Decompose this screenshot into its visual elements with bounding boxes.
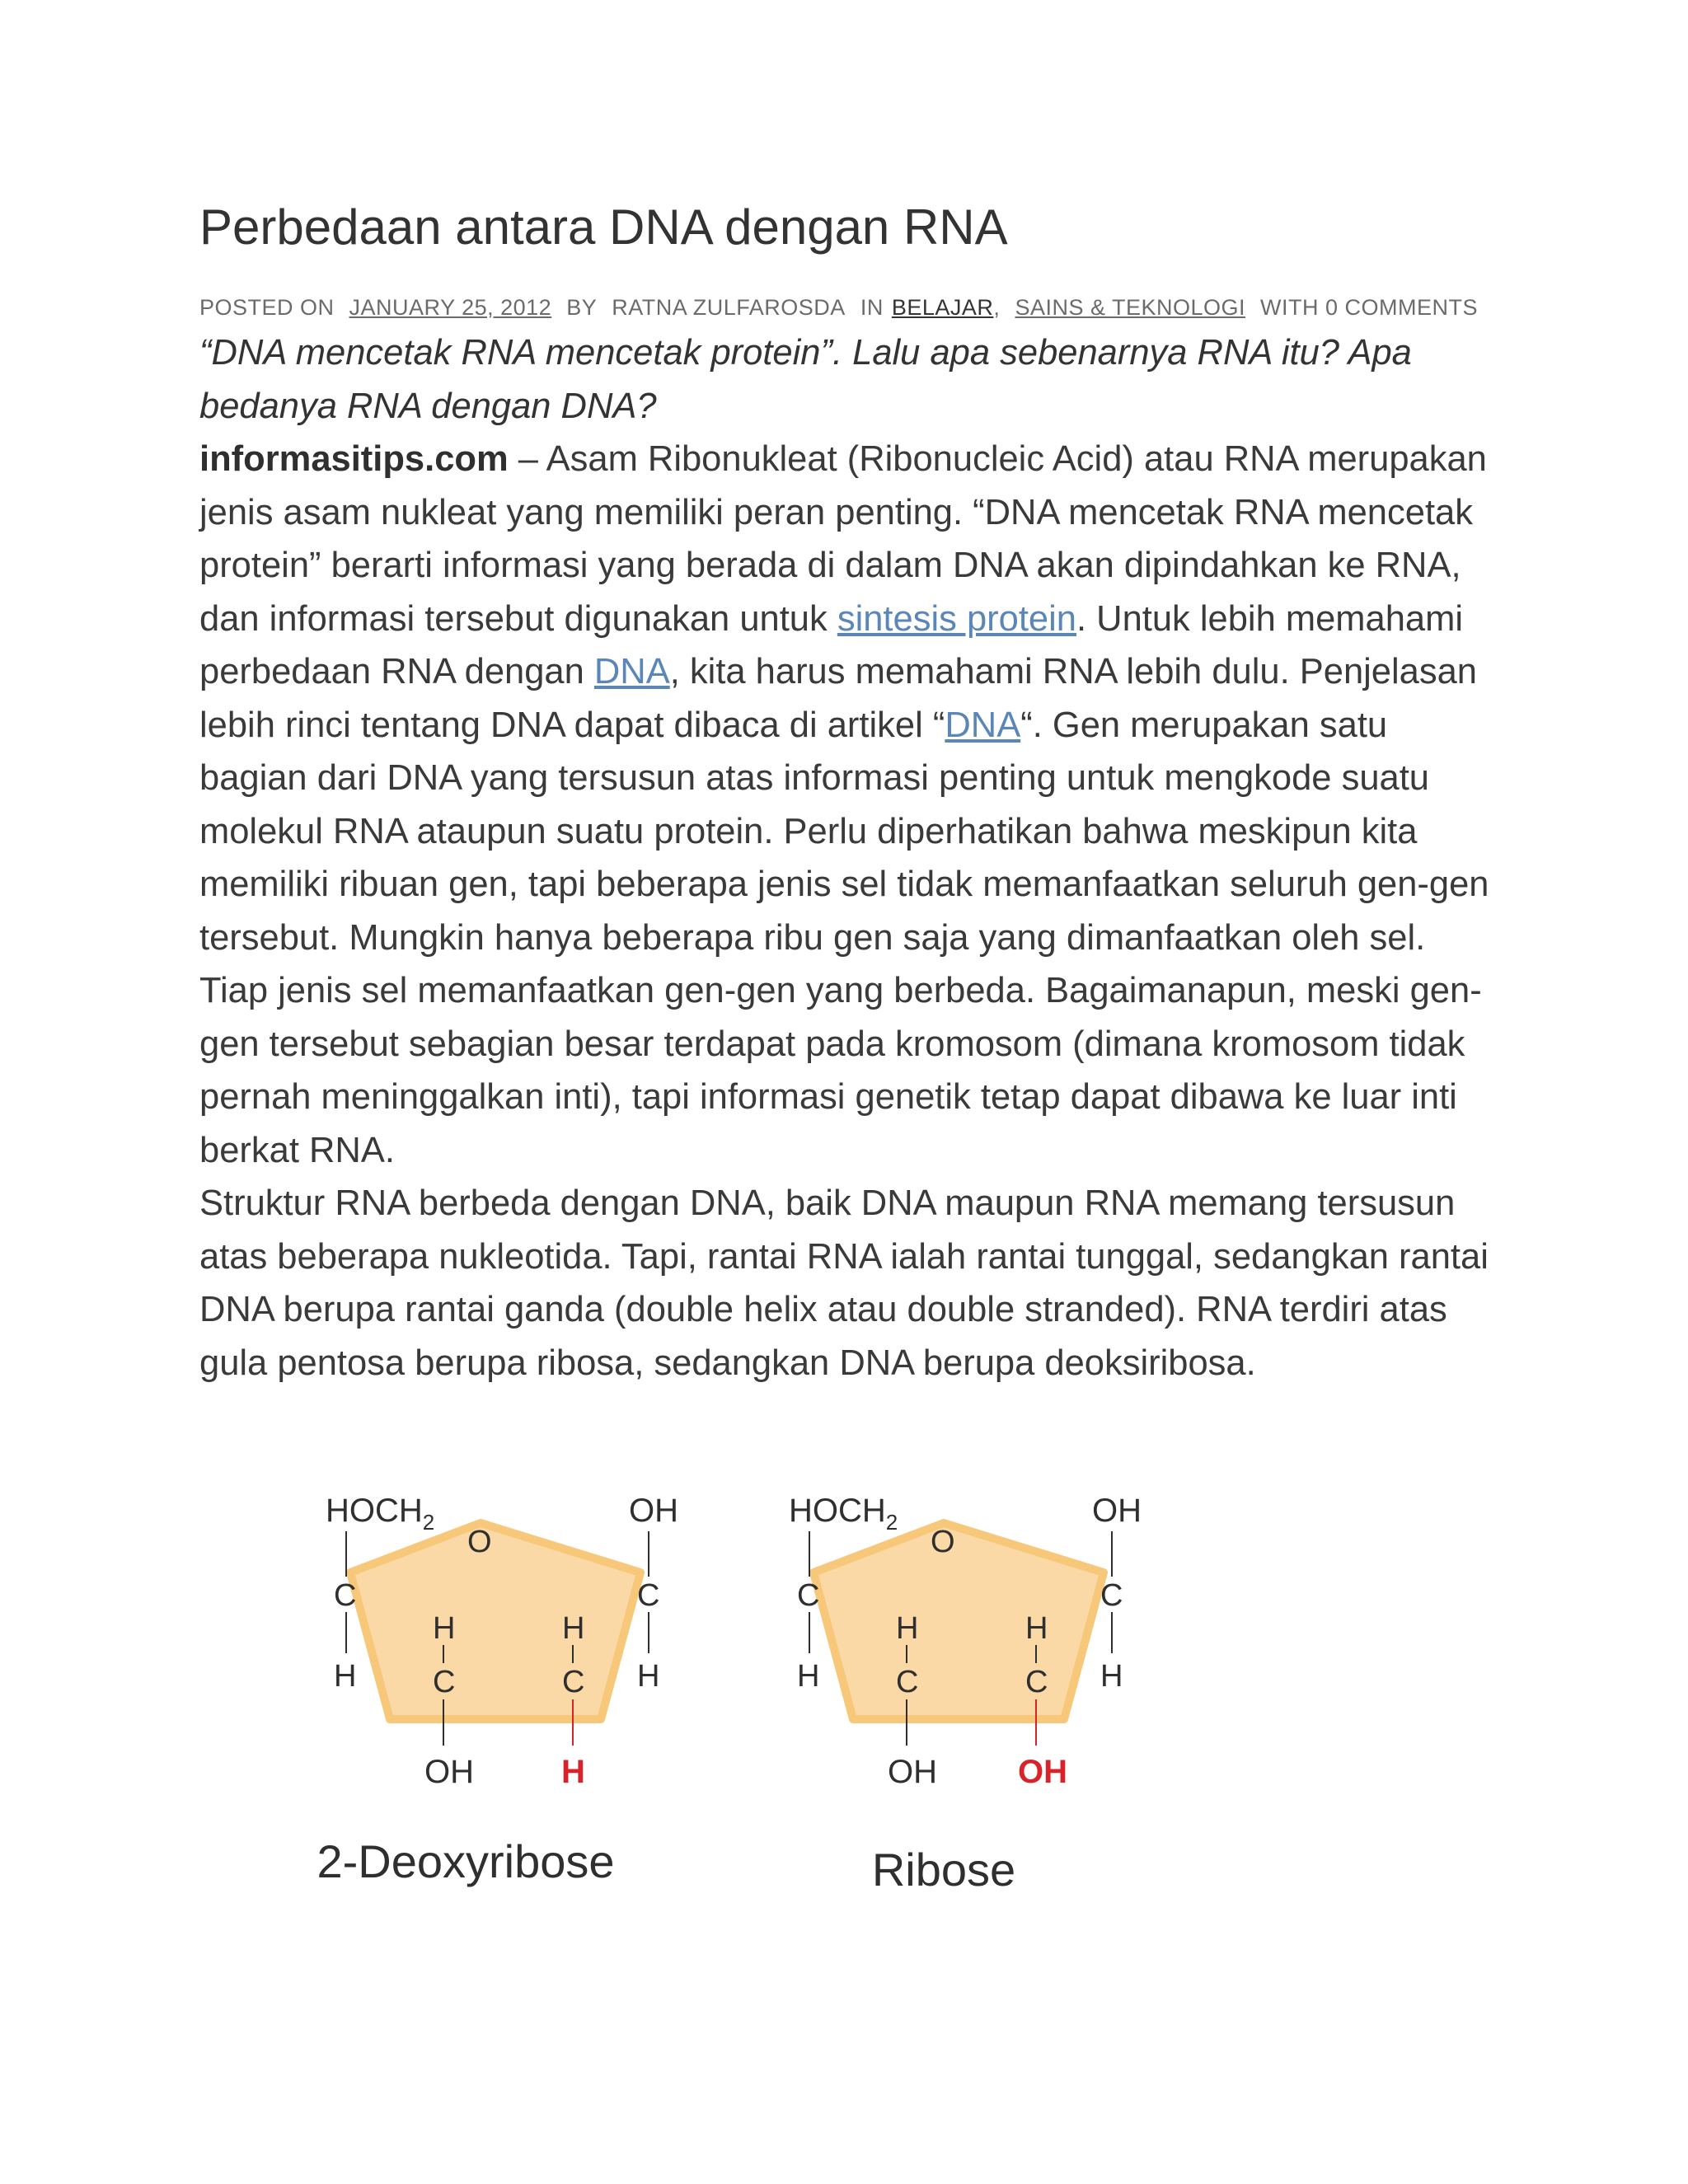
ribose-c-bottom-left: C [896,1665,919,1699]
sugar-structures-figure [284,1474,1257,1935]
page-title: Perbedaan antara DNA dengan RNA [199,199,1008,255]
article-lede: “DNA mencetak RNA mencetak protein”. Lalu apa sebenarnya RNA itu? Apa bedanya RNA dengan DNA? [199,333,1412,426]
meta-separator: , [993,295,1001,320]
deoxyribose-caption: 2-Deoxyribose [316,1835,615,1887]
paragraph-intro-text-4: “. Gen merupakan satu bagian dari DNA yang tersusun atas informasi penting untuk mengkode suatu molekul RNA ataupun suatu protein. Perlu diperhatikan bahwa meskipun kita memiliki ribuan gen, tapi beberapa jenis sel tidak memanfaatkan seluruh gen-gen tersebut. Mungkin hanya beberapa ribu gen saja yang dimanfaatkan oleh sel. Tiap jenis sel memanfaatkan gen-gen yang berbeda. Bagaimanapun, meski gen-gen tersebut sebagian besar terdapat pada kromosom (dimana kromosom tidak pernah meninggalkan inti), tapi informasi genetik tetap dapat dibawa ke luar inti berkat RNA. [199,705,1489,1170]
link-dna-article[interactable]: DNA [945,705,1021,745]
deoxyribose-c-bottom-right: C [562,1665,585,1699]
meta-comments: WITH 0 COMMENTS [1260,295,1479,320]
ribose-h-inner-left: H [896,1611,919,1646]
meta-in: IN [860,295,884,320]
ribose-hoch-group: $HOCH_2$ [789,1493,898,1535]
deoxyribose-ring-oxygen: O [467,1525,492,1559]
ribose-h-inner-right: H [1025,1611,1048,1646]
deoxyribose-h-right: H [637,1659,660,1694]
deoxyribose-h-inner-right: H [562,1611,585,1646]
ribose-oh-bottom-left: OH [888,1754,937,1790]
ribose-h-right: H [1100,1659,1123,1694]
meta-by: BY [566,295,598,320]
meta-date-link[interactable]: JANUARY 25, 2012 [349,295,552,320]
link-dna[interactable]: DNA [593,652,670,691]
post-meta [199,295,1486,321]
meta-posted-on: POSTED ON [199,295,335,320]
meta-category-sains[interactable]: SAINS & TEKNOLOGI [1015,295,1246,320]
site-name: informasitips.com [199,439,509,479]
paragraph-intro-text-2: . Untuk lebih memahami perbedaan RNA dengan [199,598,1464,691]
deoxyribose-c-bottom-left: C [433,1665,456,1699]
deoxyribose-h-inner-left: H [433,1611,456,1646]
ribose-caption: Ribose [871,1844,1016,1896]
deoxyribose-c-left: C [334,1578,357,1613]
deoxyribose-c-right: C [637,1578,660,1613]
ribose-c-bottom-right: C [1025,1665,1048,1699]
paragraph-structure: Struktur RNA berbeda dengan DNA, baik DNA maupun RNA memang tersusun atas beberapa nukleotida. Tapi, rantai RNA ialah rantai tunggal, sedangkan rantai DNA berupa rantai ganda (double helix atau double stranded). RNA terdiri atas gula pentosa berupa ribosa, sedangkan DNA berupa deoksiribosa. [199,1183,1489,1383]
ribose-ring-oxygen: O [931,1525,955,1559]
ribose-structure [789,1493,1142,1896]
meta-author: RATNA ZULFAROSDA [612,295,846,320]
meta-category-belajar[interactable]: BELAJAR [891,295,994,320]
deoxyribose-ring [350,1523,640,1719]
ribose-ring [814,1523,1104,1719]
deoxyribose-h-highlight: H [561,1754,585,1790]
paragraph-intro [199,433,1502,1177]
paragraph-intro-text-3: , kita harus memahami RNA lebih dulu. Penjelasan lebih rinci tentang DNA dapat dibaca di artikel “ [199,652,1477,745]
ribose-oh-top-right: OH [1092,1493,1142,1529]
deoxyribose-h-left: H [334,1659,357,1694]
link-sintesis-protein[interactable]: sintesis protein [837,598,1076,639]
deoxyribose-oh-bottom-left: OH [424,1754,474,1790]
article-body [199,326,1502,1390]
ribose-h-left: H [797,1659,820,1694]
deoxyribose-structure [316,1493,678,1887]
ribose-c-right: C [1100,1578,1123,1613]
deoxyribose-oh-top-right: OH [629,1493,678,1529]
paragraph-intro-text-1: – Asam Ribonukleat (Ribonucleic Acid) atau RNA merupakan jenis asam nukleat yang memiliki peran penting. “DNA mencetak RNA mencetak protein” berarti informasi yang berada di dalam DNA akan dipindahkan ke RNA, dan informasi tersebut digunakan untuk [199,439,1487,639]
ribose-oh-highlight: OH [1018,1754,1067,1790]
ribose-c-left: C [797,1578,820,1613]
deoxyribose-hoch-group: $HOCH_2$ [326,1493,435,1535]
